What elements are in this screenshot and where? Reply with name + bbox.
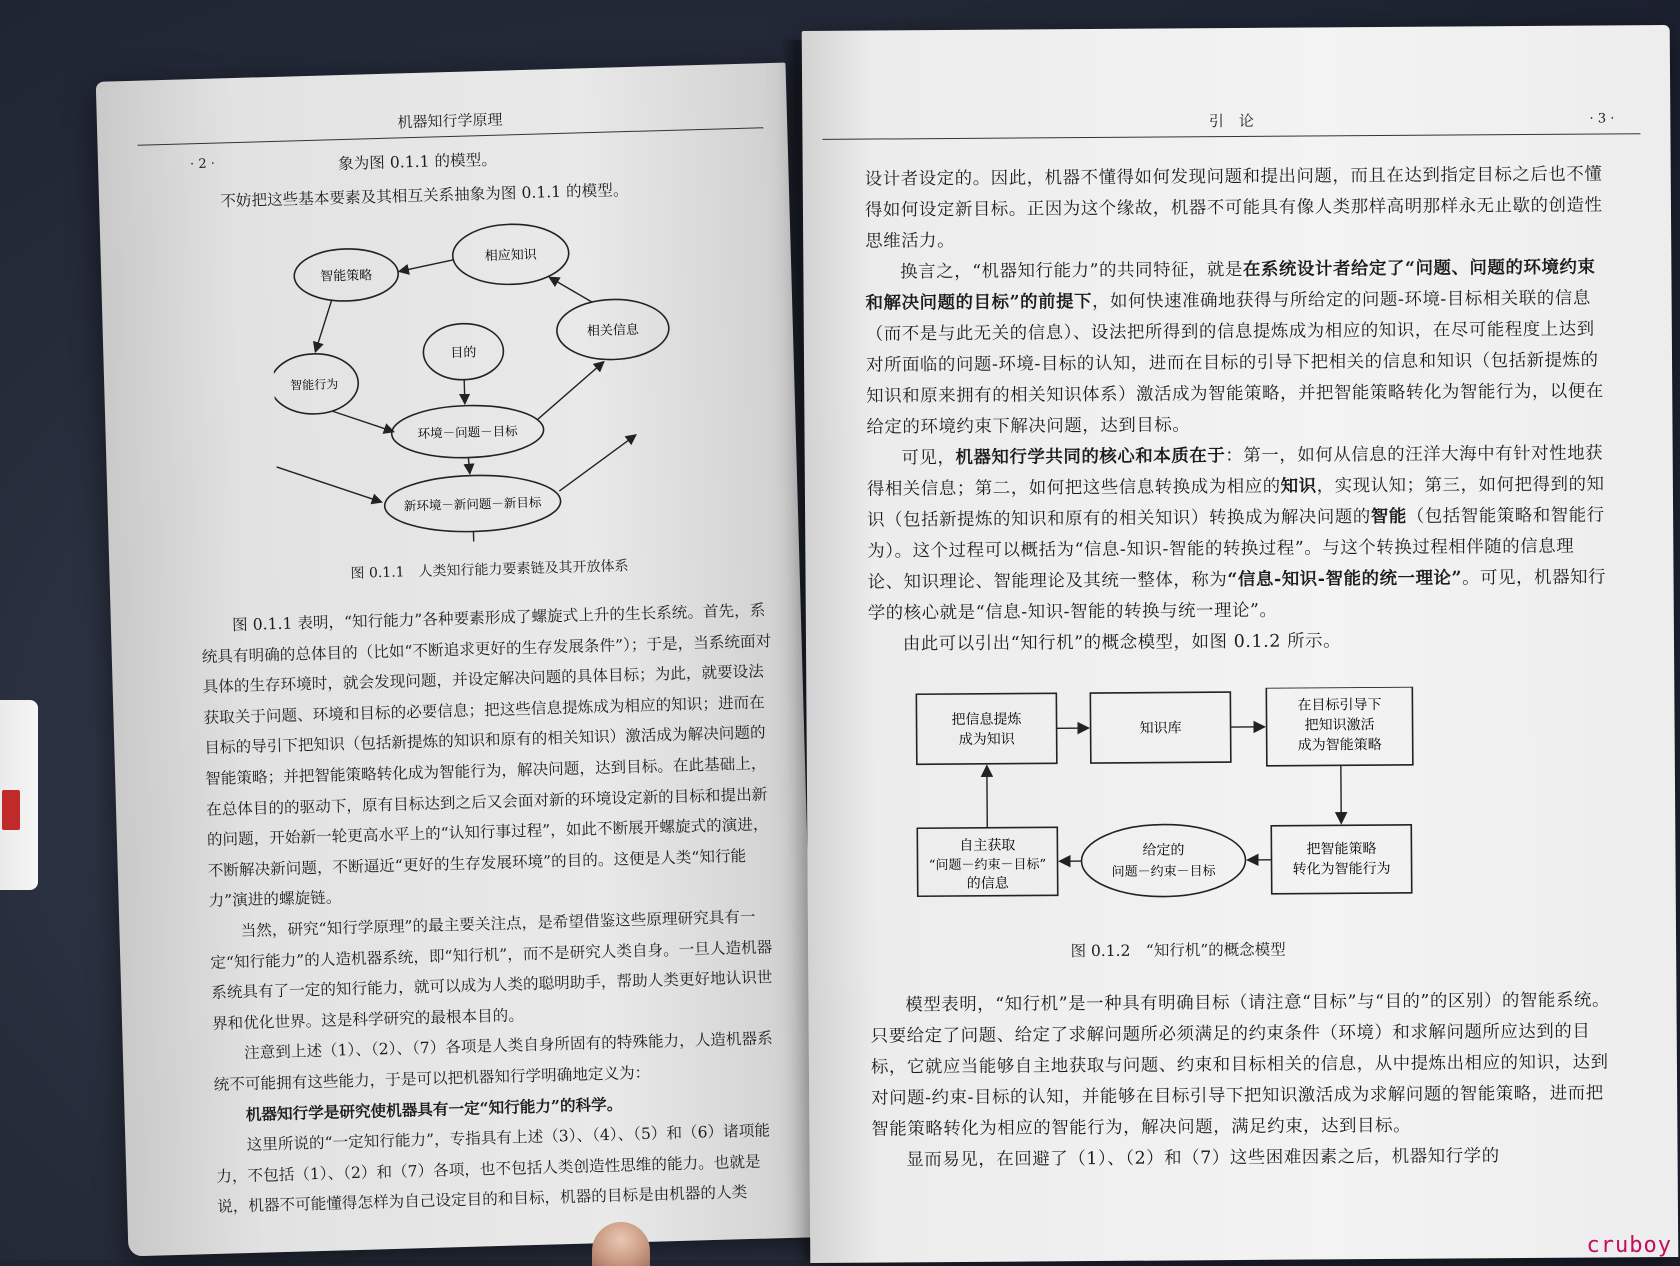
box-activate-l1: 在目标引导下 (1297, 696, 1381, 714)
right-paragraph-3 (867, 438, 1608, 629)
right-running-head (822, 107, 1640, 140)
left-paragraph-2: 当然，研究“知行学原理”的最主要关注点，是希望借鉴这些原理研究具有一定“知行能力”的人造机器系统，即“知行机”，而不是研究人类自身。一旦人造机器系统具有了一定的知行能力，就可以成为人类的聪明助手，帮助人类更好地认识世界和优化世界。这是科学研究的最根本目的。 (209, 901, 784, 1039)
right-p3-pre: 可见， (901, 448, 955, 468)
left-definition: 机器知行学是研究使机器具有一定“知行能力”的科学。 (214, 1084, 787, 1131)
right-paragraph-4: 由此可以引出“知行机”的概念模型，如图 0.1.2 所示。 (868, 624, 1608, 660)
node-env-label: 环境－问题－目标 (417, 423, 518, 441)
figure-0-1-1 (270, 205, 699, 547)
box-acquire-l3: 的信息 (967, 875, 1010, 892)
figure-0-1-2 (906, 686, 1548, 930)
right-body-bottom (870, 985, 1611, 1176)
right-p3-mid-3: （包括智能策略和智能行为）。这个过程可以概括为“信息-知识-智能的转换过程”。与这个转换过程相伴随的信息理论、知识理论、智能理论及其统一整体，称为 (867, 505, 1605, 592)
left-header-title: 机器知行学原理 (397, 111, 502, 132)
right-paragraph-2 (865, 252, 1606, 443)
box-activate-l2: 把知识激活 (1305, 716, 1375, 733)
left-paragraph-4: 这里所说的“一定知行能力”，专指具有上述（3）、（4）、（5）和（6）诸项能力，不包括（1）、（2）和（7）各项，也不包括人类创造性思维的能力。也就是说，机器不可能懂得怎样为自己设定目的和目标，机器的目标是由机器的人类 (215, 1115, 789, 1223)
arrow-env-info (536, 362, 606, 420)
node-newenv-label: 新环境－新问题－新目标 (404, 495, 542, 514)
right-p3-bold-4: “信息-知识-智能的统一理论” (1227, 568, 1462, 590)
right-paragraph-5: 模型表明，“知行机”是一种具有明确目标（请注意“目标”与“目的”的区别）的智能系统。只要给定了问题、给定了求解问题所必须满足的约束条件（环境）和求解问题所应达到的目标，它就应当能够自主地获取与问题、约束和目标相关的信息，从中提炼出相应的知识，达到对问题-约束-目标的认知，并能够在目标引导下把知识激活成为求解问题的智能策略，进而把智能策略转化为相应的智能行为，解决问题，满足约束，达到目标。 (870, 985, 1611, 1145)
ellipse-given (1081, 824, 1245, 897)
right-p2-pre: 换言之，“机器知行能力”的共同特征，就是 (900, 260, 1243, 282)
arrow-knowledge-strategy (399, 260, 453, 272)
box-extract (916, 693, 1056, 764)
right-p2-post: ，如何快速准确地获得与所给定的问题-环境-目标相关联的信息（而不是与此无关的信息）、设法把所得到的信息提炼成为相应的知识，在尽可能程度上达到对所面临的问题-环境-目标的认知，进而在目标的引导下把相关的信息和知识（包括新提炼的知识和原来拥有的相关知识体系）激活成为智能策略，并把智能策略转化为智能行为，以便在给定的环境约束下解决问题，达到目标。 (866, 289, 1604, 438)
box-acquire-l2: “问题－约束－目标” (929, 856, 1046, 873)
box-acquire-l1: 自主获取 (959, 837, 1015, 854)
right-paragraph-1: 设计者设定的。因此，机器不懂得如何发现问题和提出问题，而且在达到指定目标之后也不懂得如何设定新目标。正因为这个缘故，机器不可能具有像人类那样高明那样永无止歇的创造性思维活力。 (865, 159, 1606, 257)
figure-0-1-2-caption: 图 0.1.2 “知行机”的概念模型 (908, 937, 1448, 963)
arrow-loop-out (558, 435, 637, 491)
arrow-loop-in (277, 464, 382, 505)
left-intro-paragraph: 不妨把这些基本要素及其相互关系抽象为图 0.1.1 的模型。 (189, 171, 762, 218)
side-object (0, 700, 38, 890)
right-p3-bold-3: 智能 (1371, 507, 1407, 527)
node-info-label: 相关信息 (587, 322, 640, 339)
right-p3-post: 。可见，机器知行学的核心就是“信息-知识-智能的转换与统一理论”。 (868, 567, 1606, 623)
watermark: cruboy (1587, 1233, 1672, 1258)
box-activate-l3: 成为智能策略 (1298, 736, 1382, 754)
ellipse-given-l1: 给定的 (1142, 842, 1184, 858)
left-paragraph-1: 图 0.1.1 表明，“知行能力”各种要素形成了螺旋式上升的生长系统。首先，系统具有明确的总体目的（比如“不断追求更好的生存发展条件”）；于是，当系统面对具体的生存环境时，就会发现问题，并设定解决问题的具体目标；为此，就要设法获取关于问题、环境和目标的必要信息；把这些信息提炼成为相应的知识；进而在目标的导引下把知识（包括新提炼的知识和原有的相关知识）激活成为解决问题的智能策略；并把智能策略转化成为智能行为，解决问题，达到目标。在此基础上，在总体目的的驱动下，原有目标达到之后又会面对新的环境设定新的目标和提出新的问题，开始新一轮更高水平上的“认知行事过程”，如此不断展开螺旋式的演进，不断解决新问题，不断逼近“更好的生存发展环境”的目的。这便是人类“知行能力”演进的螺旋链。 (201, 595, 781, 917)
ellipse-given-l2: 问题－约束－目标 (1112, 863, 1217, 880)
node-behavior-label: 智能行为 (290, 376, 338, 392)
right-p3-bold-1: 机器知行学共同的核心和本质在于 (955, 446, 1225, 468)
left-page-number: · 2 · (190, 157, 215, 173)
arrow-info-knowledge (549, 276, 592, 303)
figure-0-1-1-caption: 图 0.1.1 人类知行能力要素链及其开放体系 (279, 553, 699, 585)
right-p2-bold: 在系统设计者给定了“问题、问题的环境约束和解决问题的目标”的前提下 (866, 258, 1596, 314)
side-object-mark (2, 790, 20, 830)
right-p3-bold-2: 知识 (1281, 476, 1317, 496)
right-p3-mid-2: ，实现认知；第三，如何把得到的知识（包括新提炼的知识和原有的相关知识）转换成为解决问题的 (867, 474, 1605, 530)
left-paragraph-3: 注意到上述（1）、（2）、（7）各项是人类自身所固有的特殊能力，人造机器系统不可能拥有这些能力，于是可以把机器知行学明确地定义为： (213, 1023, 786, 1100)
box-extract-l1: 把信息提炼 (951, 711, 1022, 728)
right-body-top (865, 159, 1608, 660)
box-convert (1271, 825, 1411, 894)
right-p3-mid-1: ：第一，如何从信息的汪洋大海中有针对性地获得相关信息；第二，如何把这些信息转换成为相应的 (867, 443, 1603, 499)
left-intro-line: 象为图 0.1.1 的模型。 (338, 137, 761, 179)
node-knowledge-label: 相应知识 (485, 247, 538, 264)
right-page (802, 25, 1679, 1263)
right-paragraph-6: 显而易见，在回避了（1）、（2）和（7）这些困难因素之后，机器知行学的 (871, 1140, 1611, 1176)
box-knowledge-base-label: 知识库 (1140, 720, 1182, 736)
node-strategy-label: 智能策略 (320, 267, 372, 284)
right-page-number: · 3 · (1589, 111, 1614, 126)
box-convert-l1: 把智能策略 (1306, 840, 1376, 857)
arrow-strategy-behavior (314, 299, 333, 351)
arrow-env-newenv (468, 458, 469, 474)
left-page (96, 63, 819, 1257)
node-goal-label: 目的 (450, 345, 476, 361)
left-body (201, 595, 790, 1223)
box-extract-l2: 成为知识 (959, 731, 1016, 748)
arrow-goal-env (464, 380, 465, 404)
arrow-behavior-env (333, 410, 394, 434)
box-convert-l2: 转化为智能行为 (1293, 860, 1391, 878)
right-header-title: 引 论 (1209, 112, 1254, 130)
